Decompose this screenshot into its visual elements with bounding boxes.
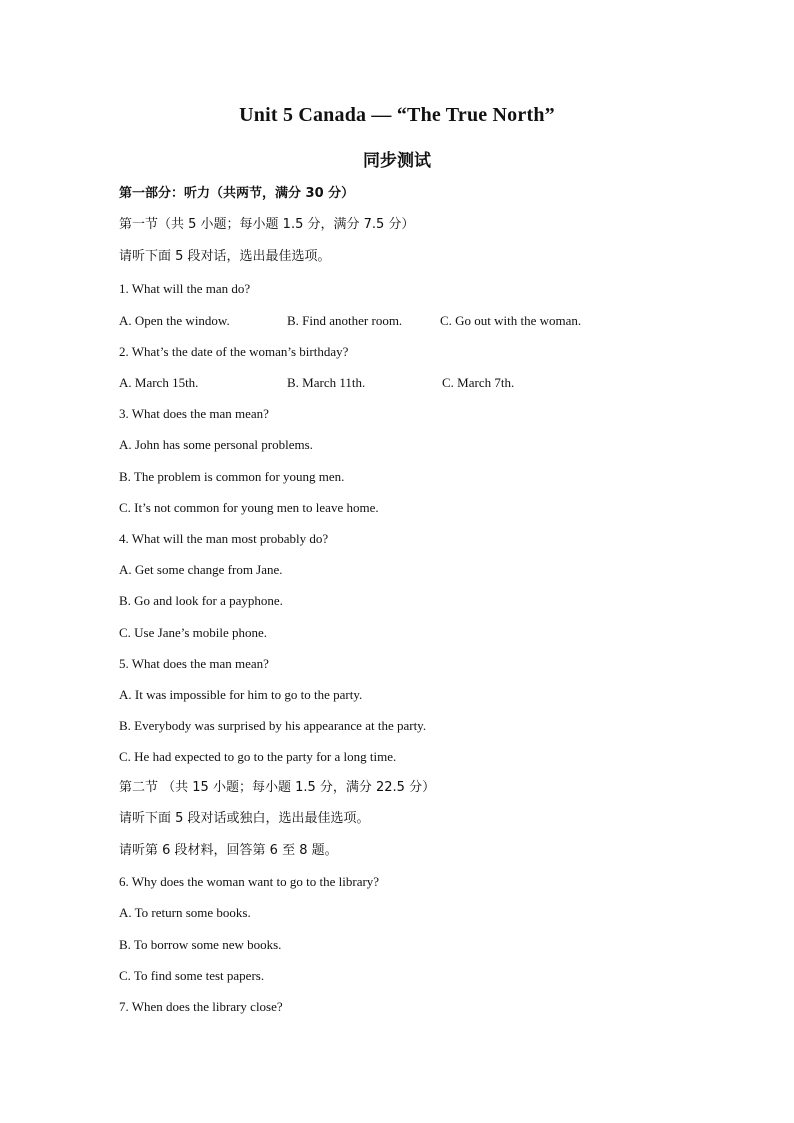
section1-instruction: 请听下面 5 段对话，选出最佳选项。 xyxy=(119,249,331,264)
question-2-option-c: C. March 7th. xyxy=(442,375,515,390)
section2-heading: 第二节 （共 15 小题；每小题 1.5 分，满分 22.5 分） xyxy=(119,780,436,795)
question-3-option-b: B. The problem is common for young men. xyxy=(119,469,345,484)
material-6-instruction: 请听第 6 段材料，回答第 6 至 8 题。 xyxy=(119,843,338,858)
question-3-option-a: A. John has some personal problems. xyxy=(119,437,313,452)
question-6-option-c: C. To find some test papers. xyxy=(119,968,265,983)
document-subtitle: 同步测试 xyxy=(363,151,431,171)
question-7-stem: 7. When does the library close? xyxy=(119,999,283,1014)
question-1-option-b: B. Find another room. xyxy=(287,313,403,328)
question-4-option-b: B. Go and look for a payphone. xyxy=(119,593,283,608)
question-2-option-b: B. March 11th. xyxy=(287,375,366,390)
question-6-option-a: A. To return some books. xyxy=(119,905,251,920)
question-5-option-b: B. Everybody was surprised by his appearance at the party. xyxy=(119,718,427,733)
question-4-option-a: A. Get some change from Jane. xyxy=(119,562,283,577)
question-5-stem: 5. What does the man mean? xyxy=(119,656,269,671)
question-2-stem: 2. What’s the date of the woman’s birthday? xyxy=(119,344,349,359)
question-5-option-c: C. He had expected to go to the party for a long time. xyxy=(119,749,397,764)
question-6-option-b: B. To borrow some new books. xyxy=(119,937,282,952)
document-title: Unit 5 Canada — “The True North” xyxy=(239,104,555,126)
part1-heading: 第一部分：听力（共两节，满分 30 分） xyxy=(119,186,355,201)
question-3-option-c: C. It’s not common for young men to leave home. xyxy=(119,500,379,515)
question-5-option-a: A. It was impossible for him to go to the party. xyxy=(119,687,363,702)
question-4-stem: 4. What will the man most probably do? xyxy=(119,531,329,546)
question-2-option-a: A. March 15th. xyxy=(119,375,199,390)
question-1-stem: 1. What will the man do? xyxy=(119,281,251,296)
question-1-option-c: C. Go out with the woman. xyxy=(440,313,582,328)
section2-instruction: 请听下面 5 段对话或独白，选出最佳选项。 xyxy=(119,811,370,826)
question-6-stem: 6. Why does the woman want to go to the library? xyxy=(119,874,380,889)
section1-heading: 第一节（共 5 小题；每小题 1.5 分，满分 7.5 分） xyxy=(119,217,415,232)
question-3-stem: 3. What does the man mean? xyxy=(119,406,269,421)
question-4-option-c: C. Use Jane’s mobile phone. xyxy=(119,625,268,640)
question-1-option-a: A. Open the window. xyxy=(119,313,230,328)
